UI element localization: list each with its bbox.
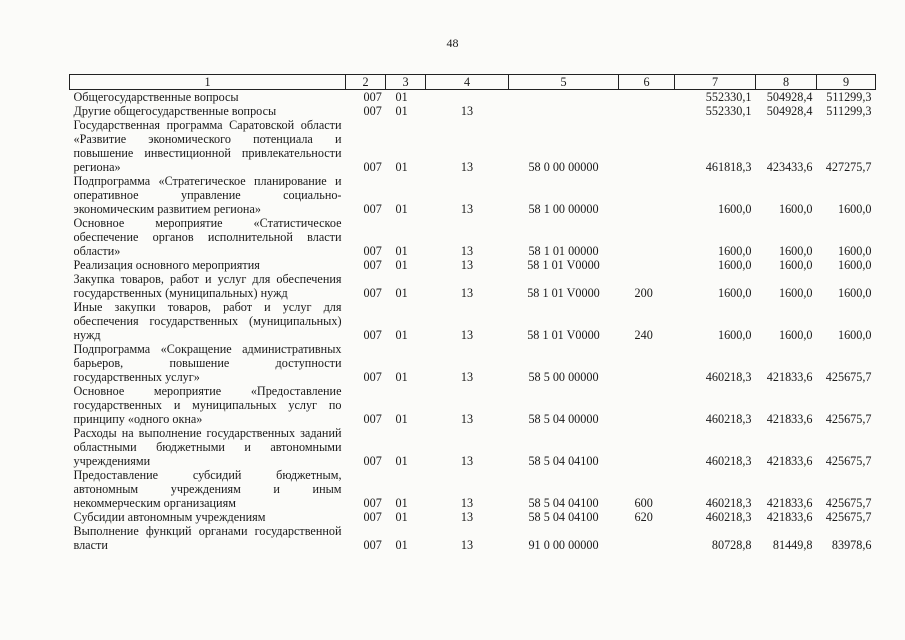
row-ministry-code: 007 bbox=[363, 328, 382, 342]
row-expense-type: 240 bbox=[634, 328, 653, 342]
table-row bbox=[70, 426, 876, 468]
row-expense-type bbox=[619, 426, 675, 468]
row-amount-year-1: 552330,1 bbox=[705, 104, 752, 118]
row-subsection-code: 13 bbox=[460, 412, 474, 426]
row-amount-year-2: 504928,4 bbox=[766, 104, 813, 118]
row-subsection-code: 13 bbox=[460, 160, 474, 174]
row-amount-year-2: 1600,0 bbox=[778, 286, 813, 300]
row-amount-year-3: 1600,0 bbox=[837, 202, 872, 216]
row-subsection-code: 13 bbox=[460, 202, 474, 216]
row-expense-type bbox=[619, 216, 675, 258]
row-section-code: 01 bbox=[395, 454, 408, 468]
row-section-code: 01 bbox=[395, 496, 408, 510]
header-col-4: 4 bbox=[426, 75, 509, 90]
row-name: Основное мероприятие «Статистическое обеспечение органов исполнительной власти области» bbox=[73, 216, 342, 258]
row-target-article: 91 0 00 00000 bbox=[528, 538, 599, 552]
table-row bbox=[70, 104, 876, 118]
row-target-article: 58 1 01 00000 bbox=[528, 244, 599, 258]
row-ministry-code: 007 bbox=[363, 258, 382, 272]
row-amount-year-3: 1600,0 bbox=[837, 328, 872, 342]
row-amount-year-2: 421833,6 bbox=[766, 454, 813, 468]
row-section-code: 01 bbox=[395, 90, 408, 104]
row-expense-type bbox=[619, 104, 675, 118]
header-col-3: 3 bbox=[386, 75, 426, 90]
row-amount-year-1: 461818,3 bbox=[705, 160, 752, 174]
row-expense-type bbox=[619, 384, 675, 426]
row-name: Предоставление субсидий бюджетным, автономным учреждениям и иным некоммерческим организациям bbox=[73, 468, 342, 510]
row-amount-year-2: 421833,6 bbox=[766, 412, 813, 426]
header-col-1: 1 bbox=[70, 75, 346, 90]
row-name: Основное мероприятие «Предоставление государственных и муниципальных услуг по принципу «одного окна» bbox=[73, 384, 342, 426]
header-col-8: 8 bbox=[756, 75, 817, 90]
table-row bbox=[70, 510, 876, 524]
row-target-article: 58 5 04 04100 bbox=[528, 510, 599, 524]
row-expense-type bbox=[619, 174, 675, 216]
row-ministry-code: 007 bbox=[363, 510, 382, 524]
page-number: 48 bbox=[446, 36, 459, 50]
row-target-article: 58 0 00 00000 bbox=[528, 160, 599, 174]
row-amount-year-2: 421833,6 bbox=[766, 510, 813, 524]
row-target-article: 58 1 01 V0000 bbox=[527, 328, 600, 342]
row-subsection-code: 13 bbox=[460, 538, 474, 552]
row-amount-year-1: 1600,0 bbox=[717, 286, 752, 300]
row-amount-year-1: 1600,0 bbox=[717, 258, 752, 272]
row-amount-year-3: 1600,0 bbox=[837, 258, 872, 272]
row-section-code: 01 bbox=[395, 538, 408, 552]
row-amount-year-2: 1600,0 bbox=[778, 244, 813, 258]
row-subsection-code: 13 bbox=[460, 328, 474, 342]
row-amount-year-3: 511299,3 bbox=[826, 90, 872, 104]
table-row bbox=[70, 216, 876, 258]
header-col-9: 9 bbox=[817, 75, 876, 90]
row-amount-year-2: 1600,0 bbox=[778, 258, 813, 272]
row-subsection-code: 13 bbox=[460, 496, 474, 510]
table-row bbox=[70, 384, 876, 426]
row-amount-year-1: 80728,8 bbox=[711, 538, 752, 552]
row-amount-year-3: 427275,7 bbox=[825, 160, 872, 174]
table-row bbox=[70, 342, 876, 384]
row-subsection-code: 13 bbox=[460, 258, 474, 272]
row-name: Иные закупки товаров, работ и услуг для обеспечения государственных (муниципальных) нужд bbox=[73, 300, 342, 342]
header-col-6: 6 bbox=[619, 75, 675, 90]
row-amount-year-3: 425675,7 bbox=[825, 510, 872, 524]
row-amount-year-1: 1600,0 bbox=[717, 202, 752, 216]
header-col-2: 2 bbox=[346, 75, 386, 90]
row-name: Закупка товаров, работ и услуг для обеспечения государственных (муниципальных) нужд bbox=[73, 272, 342, 300]
row-amount-year-3: 425675,7 bbox=[825, 496, 872, 510]
row-target-article: 58 1 00 00000 bbox=[528, 202, 599, 216]
row-name: Расходы на выполнение государственных заданий областными бюджетными и автономными учреждениями bbox=[73, 426, 342, 468]
row-amount-year-3: 1600,0 bbox=[837, 244, 872, 258]
row-subsection-code: 13 bbox=[460, 104, 474, 118]
row-section-code: 01 bbox=[395, 370, 408, 384]
row-section-code: 01 bbox=[395, 286, 408, 300]
row-ministry-code: 007 bbox=[363, 286, 382, 300]
row-amount-year-1: 460218,3 bbox=[705, 496, 752, 510]
row-amount-year-3: 425675,7 bbox=[825, 412, 872, 426]
row-amount-year-1: 460218,3 bbox=[705, 412, 752, 426]
row-section-code: 01 bbox=[395, 510, 408, 524]
row-ministry-code: 007 bbox=[363, 104, 382, 118]
row-name: Реализация основного мероприятия bbox=[73, 258, 260, 272]
row-section-code: 01 bbox=[395, 328, 408, 342]
row-ministry-code: 007 bbox=[363, 202, 382, 216]
row-amount-year-3: 425675,7 bbox=[825, 454, 872, 468]
row-expense-type: 620 bbox=[634, 510, 653, 524]
row-expense-type bbox=[619, 524, 675, 552]
table-row bbox=[70, 90, 876, 105]
table-row bbox=[70, 468, 876, 510]
row-ministry-code: 007 bbox=[363, 496, 382, 510]
row-ministry-code: 007 bbox=[363, 454, 382, 468]
table-body bbox=[70, 90, 876, 553]
row-target-article: 58 1 01 V0000 bbox=[527, 258, 600, 272]
row-target-article bbox=[509, 104, 619, 118]
row-amount-year-1: 460218,3 bbox=[705, 510, 752, 524]
row-name: Выполнение функций органами государственной власти bbox=[73, 524, 342, 552]
row-amount-year-3: 1600,0 bbox=[837, 286, 872, 300]
row-target-article: 58 5 04 04100 bbox=[528, 496, 599, 510]
row-section-code: 01 bbox=[395, 258, 408, 272]
header-col-7: 7 bbox=[675, 75, 756, 90]
row-target-article: 58 5 04 04100 bbox=[528, 454, 599, 468]
row-ministry-code: 007 bbox=[363, 370, 382, 384]
row-amount-year-1: 552330,1 bbox=[705, 90, 752, 104]
row-subsection-code bbox=[426, 90, 509, 105]
row-amount-year-2: 81449,8 bbox=[772, 538, 813, 552]
row-ministry-code: 007 bbox=[363, 538, 382, 552]
row-section-code: 01 bbox=[395, 160, 408, 174]
row-target-article bbox=[509, 90, 619, 105]
row-ministry-code: 007 bbox=[363, 160, 382, 174]
row-subsection-code: 13 bbox=[460, 454, 474, 468]
table-row bbox=[70, 174, 876, 216]
row-amount-year-3: 511299,3 bbox=[826, 104, 872, 118]
row-expense-type bbox=[619, 342, 675, 384]
row-ministry-code: 007 bbox=[363, 244, 382, 258]
row-amount-year-2: 423433,6 bbox=[766, 160, 813, 174]
row-target-article: 58 5 00 00000 bbox=[528, 370, 599, 384]
row-amount-year-3: 83978,6 bbox=[831, 538, 872, 552]
row-section-code: 01 bbox=[395, 412, 408, 426]
row-amount-year-1: 1600,0 bbox=[717, 328, 752, 342]
row-section-code: 01 bbox=[395, 244, 408, 258]
row-subsection-code: 13 bbox=[460, 244, 474, 258]
row-expense-type: 600 bbox=[634, 496, 653, 510]
row-subsection-code: 13 bbox=[460, 370, 474, 384]
table-row bbox=[70, 118, 876, 174]
row-amount-year-2: 421833,6 bbox=[766, 496, 813, 510]
row-name: Подпрограмма «Стратегическое планирование и оперативное управление социально-экономическим развитием региона» bbox=[73, 174, 342, 216]
row-amount-year-2: 421833,6 bbox=[766, 370, 813, 384]
row-amount-year-2: 1600,0 bbox=[778, 202, 813, 216]
table-row bbox=[70, 272, 876, 300]
row-expense-type: 200 bbox=[634, 286, 653, 300]
row-subsection-code: 13 bbox=[460, 286, 474, 300]
row-expense-type bbox=[619, 90, 675, 105]
row-name: Подпрограмма «Сокращение административных барьеров, повышение доступности государственных услуг» bbox=[73, 342, 342, 384]
row-name: Общегосударственные вопросы bbox=[73, 90, 239, 104]
row-target-article: 58 1 01 V0000 bbox=[527, 286, 600, 300]
row-amount-year-2: 1600,0 bbox=[778, 328, 813, 342]
row-name: Государственная программа Саратовской области «Развитие экономического потенциала и повышение инвестиционной привлекательности региона» bbox=[73, 118, 342, 174]
budget-table bbox=[69, 74, 876, 552]
header-col-5: 5 bbox=[509, 75, 619, 90]
row-subsection-code: 13 bbox=[460, 510, 474, 524]
row-amount-year-3: 425675,7 bbox=[825, 370, 872, 384]
row-section-code: 01 bbox=[395, 104, 408, 118]
table-row bbox=[70, 300, 876, 342]
row-ministry-code: 007 bbox=[363, 90, 382, 104]
row-amount-year-1: 1600,0 bbox=[717, 244, 752, 258]
row-amount-year-1: 460218,3 bbox=[705, 454, 752, 468]
row-expense-type bbox=[619, 118, 675, 174]
row-ministry-code: 007 bbox=[363, 412, 382, 426]
row-name: Субсидии автономным учреждениям bbox=[73, 510, 266, 524]
row-amount-year-2: 504928,4 bbox=[766, 90, 813, 104]
row-target-article: 58 5 04 00000 bbox=[528, 412, 599, 426]
header-row bbox=[70, 75, 876, 90]
row-section-code: 01 bbox=[395, 202, 408, 216]
row-expense-type bbox=[619, 258, 675, 272]
row-amount-year-1: 460218,3 bbox=[705, 370, 752, 384]
table-row bbox=[70, 258, 876, 272]
row-name: Другие общегосударственные вопросы bbox=[73, 104, 277, 118]
table-row bbox=[70, 524, 876, 552]
